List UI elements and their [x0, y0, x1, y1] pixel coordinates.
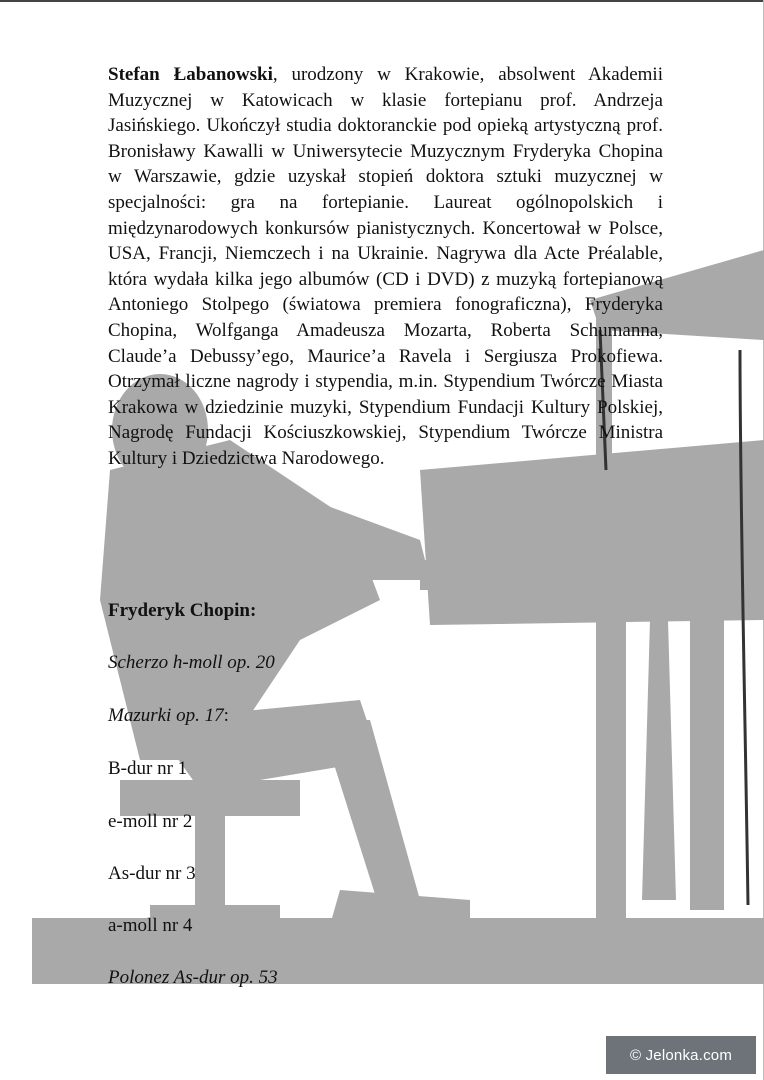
- piano-leg-front: [596, 600, 626, 930]
- pianist-name: Stefan Łabanowski: [108, 64, 273, 85]
- program-item-a-moll: a-moll nr 4: [108, 915, 193, 936]
- piano-leg-back: [690, 600, 724, 910]
- program-item-as-dur: As-dur nr 3: [108, 863, 196, 884]
- pianist-arm: [210, 470, 430, 580]
- program-item-scherzo: Scherzo h-moll op. 20: [108, 652, 275, 673]
- pianist-shoe: [330, 890, 470, 925]
- biography-text: , urodzony w Krakowie, absolwent Akademii Muzycznej w Katowicach w klasie fortepianu prof. Andrzeja Jasińskiego. Ukończył studia doktoranckie pod opieką artystyczną prof. Bronisławy Kawalli w Uniwersytecie Muzycznym Fryderyka Chopina w Warszawie, gdzie uzyskał stopień doktora sztuki muzycznej w specjalności: gra na fortepianie. Laureat ogólnopolskich i międzynarodowych konkursów pianistycznych. Koncertował w Polsce, USA, Francji, Niemczech i na Ukrainie. Nagrywa dla Acte Préalable, która wydała kilka jego albumów (CD i DVD) z muzyką fortepianową Antoniego Stolpego (światowa premiera fonograficzna), Fryderyka Chopina, Wolfganga Amadeusza Mozarta, Roberta Schumanna, Claude’a Debussy’ego, Maurice’a Ravela i Sergiusza Prokofiewa. Otrzymał liczne nagrody i stypendia, m.in. Stypendium Twórcze Miasta Krakowa w dziedzinie muzyki, Stypendium Fundacji Kultury Polskiej, Nagrodę Fundacji Kościuszkowskiej, Stypendium Twórcze Ministra Kultury i Dziedzictwa Narodowego.: [108, 64, 663, 469]
- piano-edge-outline: [740, 350, 748, 905]
- pianist-lower-leg: [320, 720, 420, 910]
- program-item-polonez: Polonez As-dur op. 53: [108, 967, 278, 988]
- program-item-b-dur: B-dur nr 1: [108, 758, 188, 779]
- piano-keyboard: [420, 560, 764, 590]
- jelonka-watermark: © Jelonka.com: [606, 1036, 756, 1074]
- biography-paragraph: [108, 62, 663, 472]
- program-item-e-moll: e-moll nr 2: [108, 811, 193, 832]
- program-item-mazurki: Mazurki op. 17:: [108, 705, 229, 726]
- pedal-lyre: [642, 620, 676, 900]
- program-heading: Fryderyk Chopin:: [108, 600, 257, 621]
- biography-section: [108, 62, 663, 472]
